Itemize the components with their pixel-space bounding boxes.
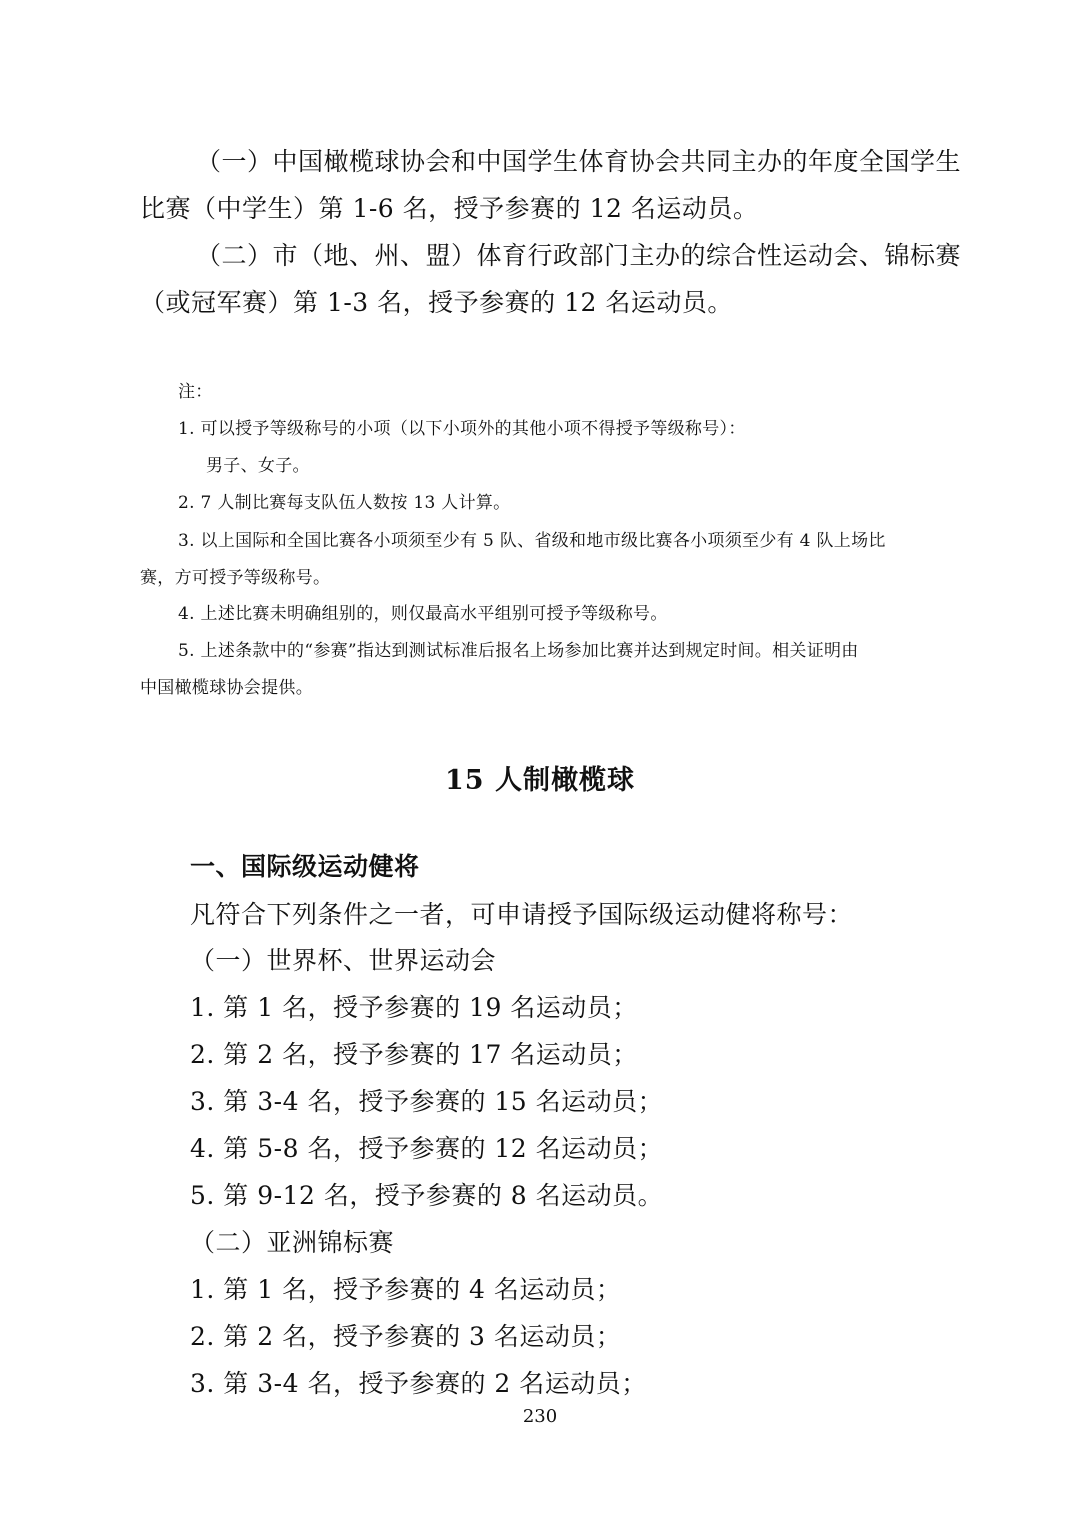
page-number: 230 [522, 1406, 558, 1427]
intro-paragraph-2-line-1: （二）市（地、州、盟）体育行政部门主办的综合性运动会、锦标赛 [196, 241, 962, 270]
group-1-item: 3. 第 3-4 名，授予参赛的 15 名运动员； [190, 1087, 664, 1116]
group-1-item: 2. 第 2 名，授予参赛的 17 名运动员； [190, 1040, 638, 1069]
note-2: 2. 7 人制比赛每支队伍人数按 13 人计算。 [178, 493, 511, 513]
section-lead: 凡符合下列条件之一者，可申请授予国际级运动健将称号： [190, 900, 854, 929]
note-5-line-2: 中国橄榄球协会提供。 [140, 678, 313, 698]
group-1-item: 4. 第 5-8 名，授予参赛的 12 名运动员； [190, 1134, 664, 1163]
group-2-item: 2. 第 2 名，授予参赛的 3 名运动员； [190, 1322, 622, 1351]
intro-paragraph-2-line-2: （或冠军赛）第 1-3 名，授予参赛的 12 名运动员。 [140, 288, 733, 317]
group-1-item: 5. 第 9-12 名，授予参赛的 8 名运动员。 [190, 1181, 664, 1210]
note-1: 1. 可以授予等级称号的小项（以下小项外的其他小项不得授予等级称号）： [178, 419, 746, 439]
note-1-sub: 男子、女子。 [206, 456, 310, 476]
notes-label: 注： [178, 382, 213, 402]
group-1-item: 1. 第 1 名，授予参赛的 19 名运动员； [190, 993, 638, 1022]
intro-paragraph-1-line-1: （一）中国橄榄球协会和中国学生体育协会共同主办的年度全国学生 [196, 147, 962, 176]
section-heading: 一、国际级运动健将 [190, 852, 420, 881]
intro-paragraph-1-line-2: 比赛（中学生）第 1-6 名，授予参赛的 12 名运动员。 [140, 194, 759, 223]
group-2-item: 3. 第 3-4 名，授予参赛的 2 名运动员； [190, 1369, 647, 1398]
note-3-line-1: 3. 以上国际和全国比赛各小项须至少有 5 队、省级和地市级比赛各小项须至少有 4 队上场比 [178, 531, 886, 551]
note-5-line-1: 5. 上述条款中的“参赛”指达到测试标准后报名上场参加比赛并达到规定时间。相关证明由 [178, 641, 859, 661]
section-title: 15 人制橄榄球 [445, 765, 635, 796]
group-2-item: 1. 第 1 名，授予参赛的 4 名运动员； [190, 1275, 622, 1304]
note-4: 4. 上述比赛未明确组别的，则仅最高水平组别可授予等级称号。 [178, 604, 668, 624]
note-3-line-2: 赛，方可授予等级称号。 [140, 568, 331, 588]
group-2-title: （二）亚洲锦标赛 [190, 1228, 395, 1257]
group-1-title: （一）世界杯、世界运动会 [190, 946, 497, 975]
